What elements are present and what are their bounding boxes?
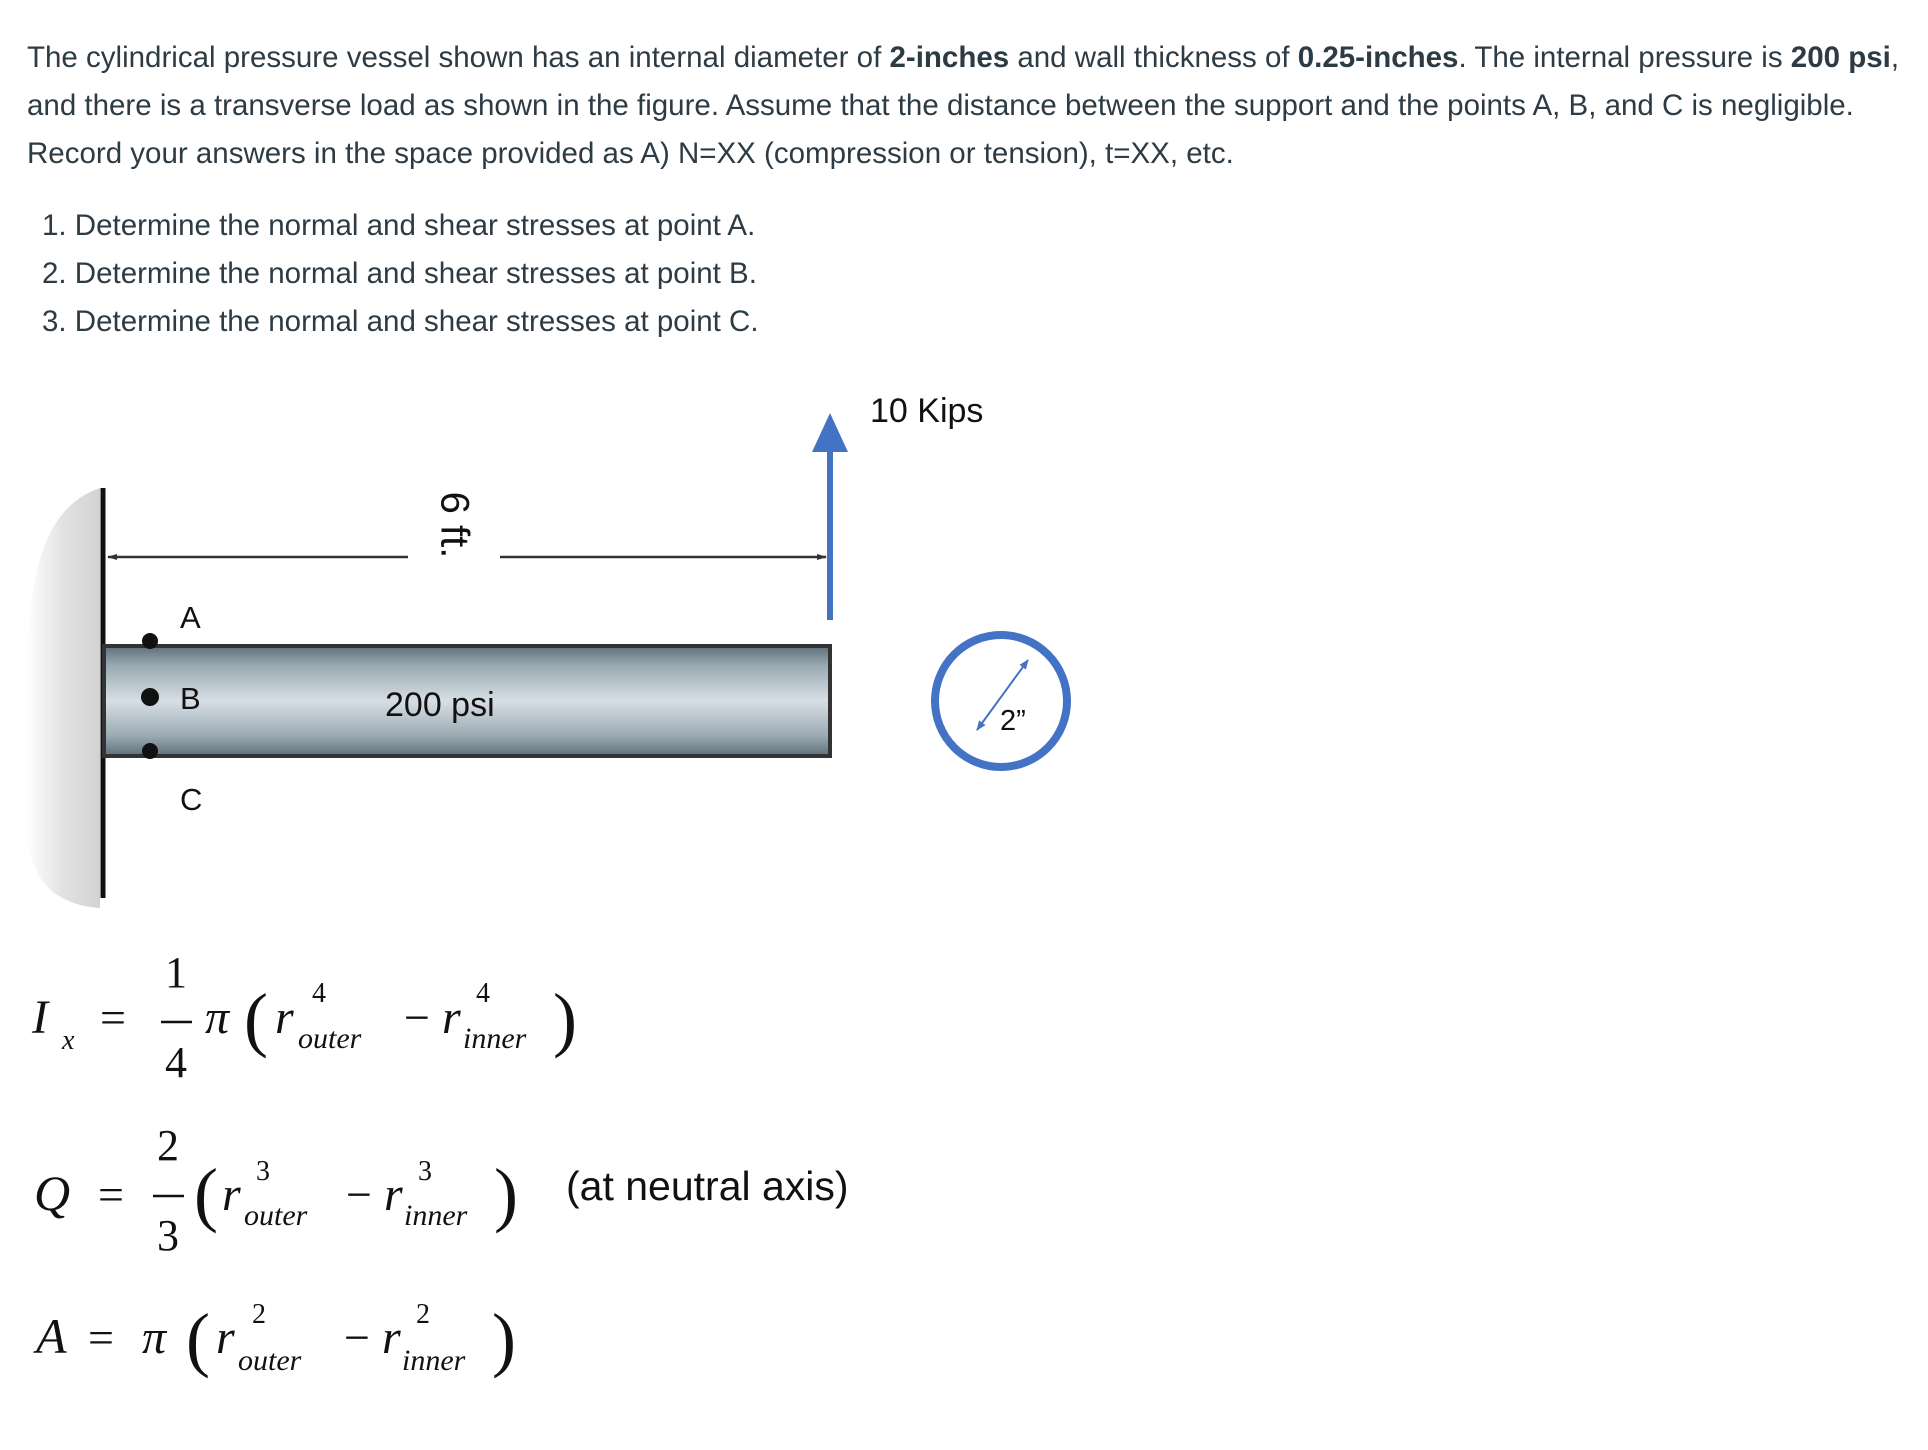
- problem-text-4: , and there is a transverse load as shown in the figure. Assume that the distance between the support and the points A, B, and C is negligible. Record your answers in the space provided as A) N=XX (compression or tension), t=XX, etc.: [27, 41, 1900, 170]
- load-label: 10 Kips: [870, 392, 984, 430]
- ix-r-inner: r: [442, 991, 461, 1044]
- point-b-dot: [141, 688, 159, 706]
- ix-exponent-inner: 4: [476, 978, 490, 1009]
- ix-minus: −: [404, 992, 430, 1043]
- a-r-inner: r: [382, 1311, 401, 1364]
- q-equals: =: [98, 1169, 124, 1220]
- load-arrow-head: [812, 413, 848, 452]
- pressure-label: 200 psi: [385, 686, 495, 724]
- formula-moment-of-inertia: [31, 948, 577, 1087]
- ix-subscript: x: [62, 1025, 75, 1056]
- a-exponent-inner: 2: [416, 1299, 430, 1330]
- ix-denominator: 4: [165, 1038, 187, 1087]
- ix-sub-outer: outer: [298, 1022, 362, 1055]
- a-lparen: (: [186, 1299, 210, 1379]
- pressure-value: 200 psi: [1790, 41, 1891, 74]
- q-r-outer: r: [222, 1168, 241, 1221]
- q-numerator: 2: [157, 1121, 179, 1170]
- problem-text-2: and wall thickness of: [1009, 41, 1298, 74]
- q-exponent-outer: 3: [256, 1156, 270, 1187]
- ix-pi: π: [205, 991, 230, 1044]
- thickness-value: 0.25-inches: [1297, 41, 1459, 74]
- q-denominator: 3: [157, 1211, 179, 1260]
- problem-text-3: . The internal pressure is: [1458, 41, 1791, 74]
- formula-area: [33, 1299, 516, 1379]
- q-exponent-inner: 3: [418, 1156, 432, 1187]
- ix-exponent-outer: 4: [312, 978, 326, 1009]
- point-c-dot: [142, 743, 158, 759]
- question-1: 1. Determine the normal and shear stresses at point A.: [42, 209, 756, 242]
- ix-sub-inner: inner: [463, 1022, 527, 1055]
- question-2: 2. Determine the normal and shear stresses at point B.: [42, 257, 757, 290]
- ix-equals: =: [100, 992, 126, 1043]
- point-c-label: C: [180, 782, 203, 817]
- a-sub-inner: inner: [402, 1344, 466, 1377]
- a-minus: −: [344, 1312, 370, 1363]
- ix-symbol: I: [32, 991, 48, 1044]
- ix-lparen: (: [244, 979, 268, 1059]
- q-r-inner: r: [384, 1168, 403, 1221]
- diameter-value: 2-inches: [889, 41, 1010, 74]
- question-3: 3. Determine the normal and shear stresses at point C.: [42, 305, 759, 338]
- point-a-label: A: [180, 600, 201, 635]
- ix-numerator: 1: [165, 948, 187, 997]
- a-sub-outer: outer: [238, 1344, 302, 1377]
- q-symbol: Q: [34, 1165, 71, 1221]
- ix-r-outer: r: [275, 991, 294, 1044]
- formula-first-moment: [34, 1121, 518, 1260]
- neutral-axis-note: (at neutral axis): [566, 1163, 849, 1209]
- point-b-label: B: [180, 681, 201, 716]
- wall-support: [26, 488, 100, 908]
- a-equals: =: [88, 1312, 114, 1363]
- q-lparen: (: [194, 1154, 218, 1234]
- ix-rparen: ): [553, 979, 577, 1059]
- diameter-label: 2”: [1000, 705, 1026, 737]
- a-exponent-outer: 2: [252, 1299, 266, 1330]
- point-a-dot: [142, 633, 158, 649]
- a-pi: π: [142, 1311, 167, 1364]
- problem-text-1: The cylindrical pressure vessel shown has an internal diameter of: [27, 41, 890, 74]
- a-r-outer: r: [216, 1311, 235, 1364]
- a-symbol: A: [36, 1308, 67, 1364]
- cross-section-ring: [935, 635, 1067, 767]
- q-sub-inner: inner: [404, 1199, 468, 1232]
- q-sub-outer: outer: [244, 1199, 308, 1232]
- q-rparen: ): [494, 1154, 518, 1234]
- length-label: 6 ft.: [432, 491, 477, 559]
- q-minus: −: [346, 1169, 372, 1220]
- a-rparen: ): [492, 1299, 516, 1379]
